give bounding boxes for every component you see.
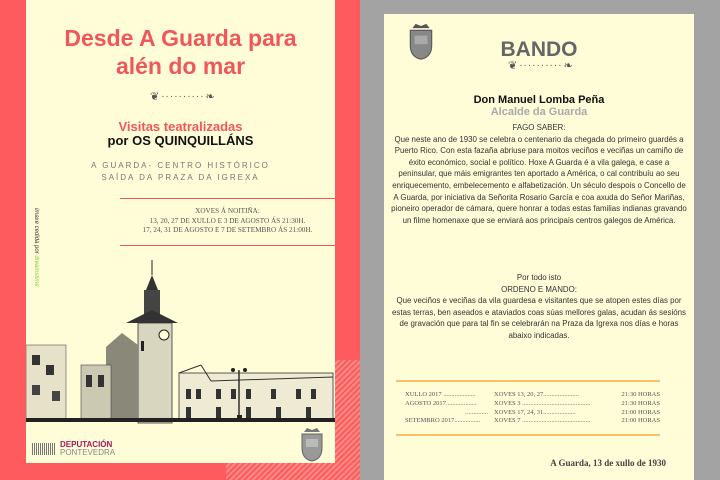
subtitle-black: por OS QUINQUILLÁNS (107, 133, 254, 148)
coat-of-arms-icon (298, 426, 326, 462)
schedule-heading: XOVES Á NOITIÑA: (195, 207, 260, 215)
location-line-2: SAÍDA DA PRAZA DA IGREXA (101, 173, 260, 182)
bando-title: BANDO (500, 38, 578, 61)
credit-brand: dreamstime (33, 255, 39, 287)
ornament-divider-icon: ❦ ·········· ❧ (150, 91, 216, 103)
schedule-box (120, 198, 335, 246)
schedule-row (396, 391, 660, 400)
subtitle-red: Visitas teatralizadas (118, 119, 243, 134)
ornament-divider-icon: ❦ ·········· ❧ (508, 60, 574, 72)
schedule-line-2: 17, 24, 31 DE AGOSTO E 7 DE SETEMBRO ÁS 21:00H. (142, 226, 313, 234)
poster-right-panel (384, 14, 694, 480)
hatch-decoration (335, 360, 360, 463)
sponsor-line-2: PONTEVEDRA (60, 448, 116, 457)
schedule-row (396, 409, 660, 418)
schedule-table (396, 380, 660, 436)
schedule-row (396, 400, 660, 409)
schedule-row (396, 417, 660, 426)
credit-text: imaxe cedida por (33, 208, 39, 254)
schedule-time: 21:00 HORAS (621, 408, 660, 416)
deputacion-bars-icon (32, 443, 56, 455)
town-square-illustration (26, 255, 335, 425)
schedule-time: 21:00 HORAS (621, 417, 660, 425)
schedule-month: XULLO 2017 .................... (405, 391, 476, 398)
paragraph-1-heading: FAGO SABER: (512, 123, 566, 132)
paragraph-2 (390, 272, 688, 342)
schedule-time: 21:30 HORAS (621, 399, 660, 407)
mayor-block (384, 94, 694, 118)
signature: A Guarda, 13 de xullo de 1930 (550, 458, 666, 468)
schedule-days: XOVES 3 .......................................... (494, 399, 591, 407)
title-line-1: Desde A Guarda para (64, 25, 297, 51)
mayor-name: Don Manuel Lomba Peña (473, 94, 605, 106)
location (26, 160, 335, 184)
poster-title (26, 24, 335, 80)
location-line-1: A GUARDA- CENTRO HISTÓRICO (91, 161, 270, 170)
schedule-line-1: 13, 20, 27 DE XULLO E 3 DE AGOSTO ÁS 21:30H. (149, 216, 306, 225)
schedule-days: XOVES 17, 24, 31.................... (494, 408, 576, 416)
paragraph-2-intro: Por todo isto (516, 273, 562, 282)
paragraph-1 (390, 122, 688, 226)
schedule-month: .............. (465, 408, 488, 416)
schedule-time: 21:30 HORAS (621, 391, 660, 398)
schedule-days: XOVES 13, 20, 27...................... (494, 391, 580, 398)
sponsor-line-1: DEPUTACIÓN (60, 440, 113, 449)
schedule-month: SETEMBRO 2017................ (405, 417, 481, 425)
mayor-role: Alcalde da Guarda (490, 106, 588, 118)
schedule-days: XOVES 7 .......................................... (494, 417, 591, 425)
deputacion-logo (32, 441, 115, 457)
paragraph-1-text: Que neste ano de 1930 se celebra o centenario da chegada do primeiro guardés a Puerto Rico. Con esta fazaña abriuse para moitos veciños e veciñas un camiño de éxito económico, social e político. Hoxe A Guarda é a vila galega, e case a peninsular, que máis emigrantes ten aportado a América, o cal contribuíu ao seu enriquecemento, embelecemento e alfabetización. Un século despois o Concello de A Guarda, por iniciativa da Señorita Rosario García e coa axuda do Señor Mariñas, pioneiro operador de cámara, quere honrar a todas estas familias indianas gravando un filme homenaxe que se enviará aos principais centros galegos de América. (391, 134, 687, 225)
paragraph-2-heading: ORDENO E MANDO: (501, 284, 577, 294)
schedule-month: AGOSTO 2017................... (405, 399, 477, 407)
paragraph-2-text: Que veciños e veciñas da vila guardesa e visitantes que se atopen estes días por estas terras, ben aseados e ataviados coas súas mellores galas, acudan ás sesións de gravación que para tal fin se celebrarán na Praza da Igrexa nos días e horas abaixo indicadas. (392, 296, 686, 340)
hatch-decoration (226, 463, 360, 480)
subtitle (26, 120, 335, 148)
title-line-2: alén do mar (115, 53, 246, 79)
